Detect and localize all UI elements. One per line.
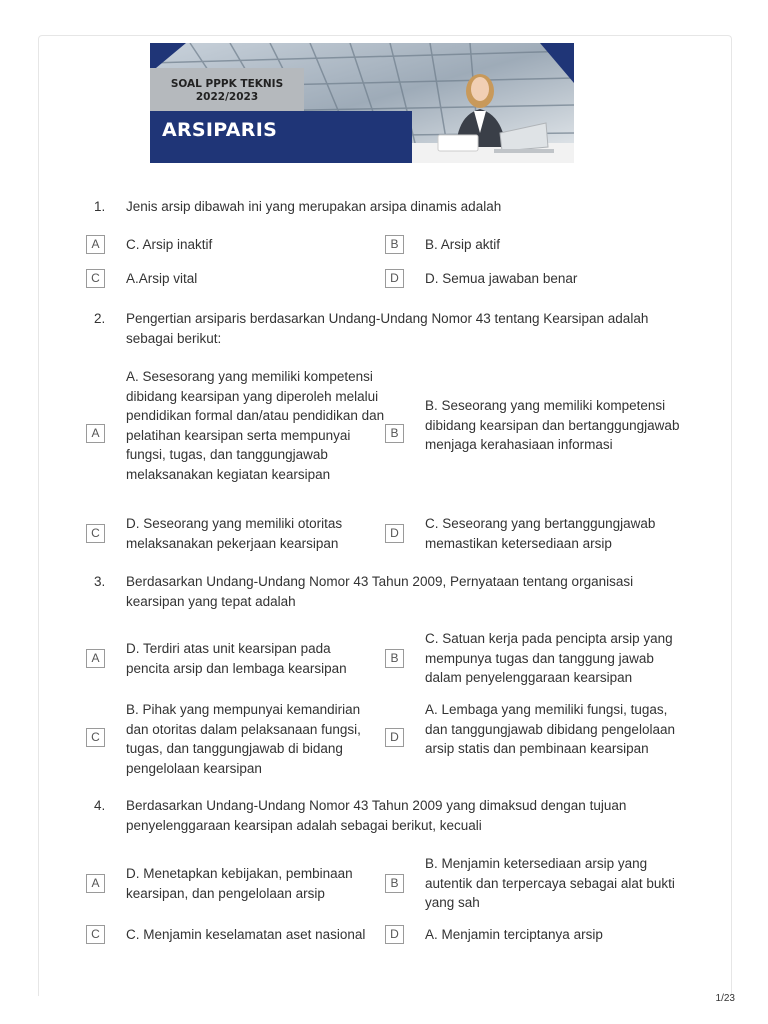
option-letter-badge: B: [385, 235, 404, 254]
option-text: D. Semua jawaban benar: [425, 271, 578, 286]
option-letter-badge: C: [86, 524, 105, 543]
banner-title: ARSIPARIS: [162, 119, 278, 141]
option-text: C. Arsip inaktif: [126, 237, 213, 252]
option-text: D. Terdiri atas unit kearsipan pada pencita arsip dan lembaga kearsipan: [126, 641, 347, 676]
option-text: B. Pihak yang mempunyai kemandirian dan otoritas dalam pelaksanaan fungsi, tugas, dan tanggungjawab di bidang pengelolaan kearsipan: [126, 702, 361, 776]
banner-graphic: [150, 43, 574, 163]
option-letter-badge: A: [86, 874, 105, 893]
question-number: 2.: [94, 311, 106, 326]
option-text: B. Arsip aktif: [425, 237, 501, 252]
page-number: 1/23: [715, 993, 735, 1004]
option-letter-badge: B: [385, 424, 404, 443]
option-letter-badge: A: [86, 235, 105, 254]
question-text: Berdasarkan Undang-Undang Nomor 43 Tahun 2009, Pernyataan tentang organisasi kearsipan yang tepat adalah: [126, 574, 634, 609]
option-letter-badge: C: [86, 269, 105, 288]
header-banner: [150, 43, 574, 163]
option-letter-badge: D: [385, 269, 404, 288]
option-text: A.Arsip vital: [126, 271, 198, 286]
option-text: A. Lembaga yang memiliki fungsi, tugas, dan tanggungjawab dibidang pengelolaan arsip statis dan pembinaan kearsipan: [425, 702, 675, 756]
option-letter-badge: C: [86, 728, 105, 747]
option-text: A. Menjamin terciptanya arsip: [425, 927, 603, 942]
banner-subtitle-line1: SOAL PPPK TEKNIS: [170, 78, 284, 90]
option-letter-badge: B: [385, 874, 404, 893]
option-text: C. Seseorang yang bertanggungjawab memastikan ketersediaan arsip: [425, 516, 656, 551]
option-text: D. Seseorang yang memiliki otoritas melaksanakan pekerjaan kearsipan: [126, 516, 343, 551]
question-number: 4.: [94, 798, 106, 813]
option-text: C. Satuan kerja pada pencipta arsip yang mempunya tugas dan tanggung jawab dalam penyelenggaraan kearsipan: [425, 631, 673, 685]
banner-subtitle-line2: 2022/2023: [195, 91, 259, 103]
option-text: B. Seseorang yang memiliki kompetensi dibidang kearsipan dan bertanggungjawab menjaga kerahasiaan informasi: [425, 398, 680, 452]
option-text: D. Menetapkan kebijakan, pembinaan kearsipan, dan pengelolaan arsip: [126, 866, 353, 901]
option-letter-badge: A: [86, 424, 105, 443]
option-text: C. Menjamin keselamatan aset nasional: [126, 927, 366, 942]
option-letter-badge: C: [86, 925, 105, 944]
question-text: Pengertian arsiparis berdasarkan Undang-Undang Nomor 43 tentang Kearsipan adalah sebagai berikut:: [126, 311, 649, 346]
option-text: B. Menjamin ketersediaan arsip yang autentik dan terpercaya sebagai alat bukti yang sah: [425, 856, 675, 910]
question-text: Berdasarkan Undang-Undang Nomor 43 Tahun 2009 yang dimaksud dengan tujuan penyelenggaraan kearsipan adalah sebagai berikut, kecuali: [126, 798, 627, 833]
option-text: A. Sesesorang yang memiliki kompetensi dibidang kearsipan yang diperoleh melalui pendidikan formal dan/atau pendidikan dan pelatihan kearsipan serta mempunyai fungsi, tugas, dan tanggungjawab melaksanakan kegiatan kearsipan: [126, 369, 385, 482]
question-text: Jenis arsip dibawah ini yang merupakan arsipa dinamis adalah: [126, 199, 502, 214]
option-letter-badge: A: [86, 649, 105, 668]
option-letter-badge: D: [385, 925, 404, 944]
question-number: 3.: [94, 574, 106, 589]
option-letter-badge: D: [385, 524, 404, 543]
option-letter-badge: D: [385, 728, 404, 747]
question-number: 1.: [94, 199, 106, 214]
option-letter-badge: B: [385, 649, 404, 668]
